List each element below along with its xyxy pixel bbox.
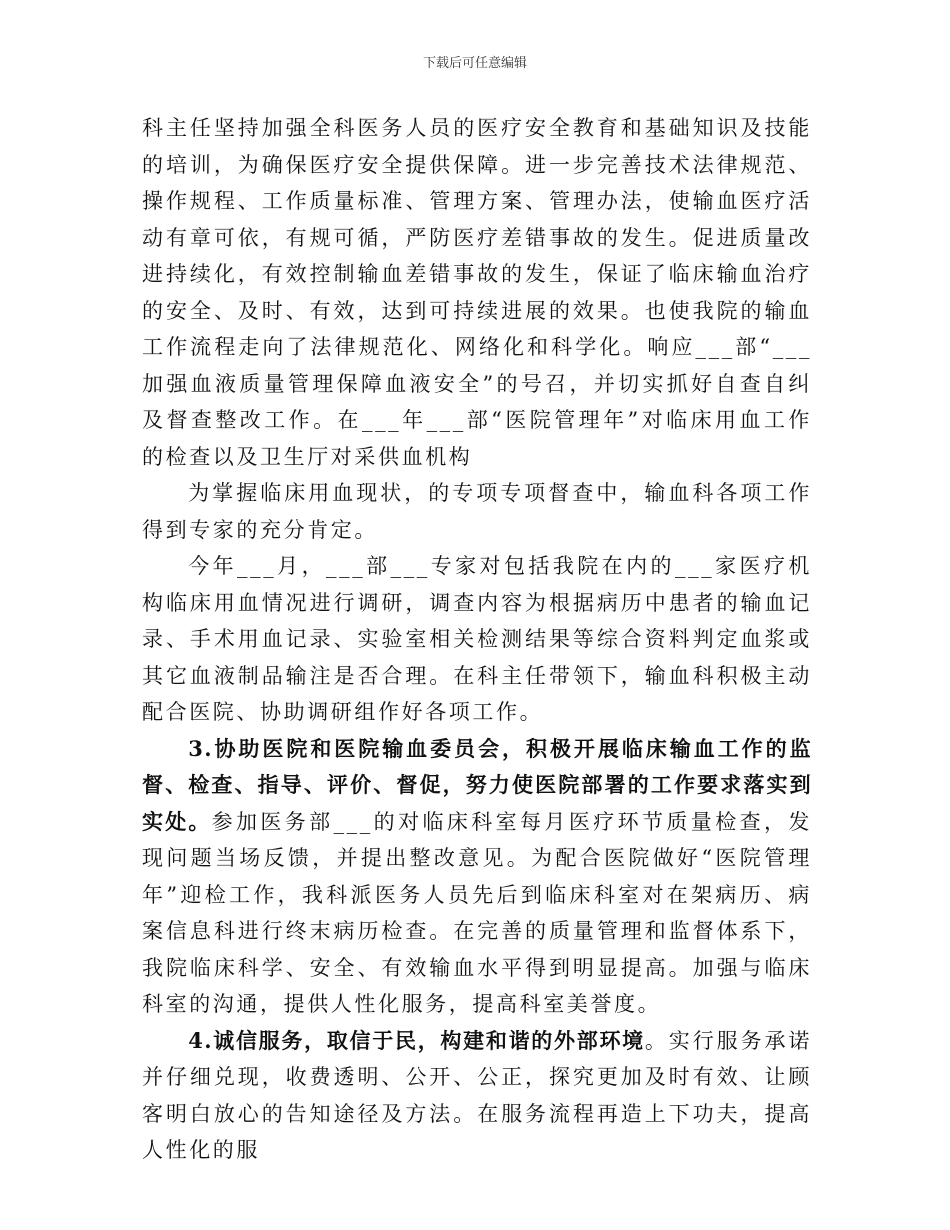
page-header: 下载后可任意编辑 <box>422 56 527 71</box>
paragraph-4 <box>142 731 812 1023</box>
paragraph-2: 为掌握临床用血现状，的专项专项督查中，输血科各项工作得到专家的充分肯定。 <box>142 481 812 542</box>
section-heading-3: 3.协助医院和医院输血委员会，积极开展临床输血工作的监督、检查、指导、评价、督促，努力使医院部署的工作要求落实到实处。 <box>142 735 812 834</box>
paragraph-1: 科主任坚持加强全科医务人员的医疗安全教育和基础知识及技能的培训，为确保医疗安全提供保障。进一步完善技术法律规范、操作规程、工作质量标准、管理方案、管理办法，使输血医疗活动有章可依，有规可循，严防医疗差错事故的发生。促进质量改进持续化，有效控制输血差错事故的发生，保证了临床输血治疗的安全、及时、有效，达到可持续进展的效果。也使我院的输血工作流程走向了法律规范化、网络化和科学化。响应___部“___加强血液质量管理保障血液安全”的号召，并切实抓好自查自纠及督查整改工作。在___年___部“医院管理年”对临床用血工作的检查以及卫生厅对采供血机构 <box>142 116 812 469</box>
paragraph-5 <box>142 1023 812 1169</box>
document-body <box>142 110 812 1169</box>
paragraph-3: 今年___月，___部___专家对包括我院在内的___家医疗机构临床用血情况进行调研，调查内容为根据病历中患者的输血记录、手术用血记录、实验室相关检测结果等综合资料判定血浆或其它血液制品输注是否合理。在科主任带领下，输血科积极主动配合医院、协助调研组作好各项工作。 <box>142 554 812 724</box>
paragraph-4-body: 参加医务部___的对临床科室每月医疗环节质量检查，发现问题当场反馈，并提出整改意见。为配合医院做好“医院管理年”迎检工作，我科派医务人员先后到临床科室对在架病历、病案信息科进行终末病历检查。在完善的质量管理和监督体系下，我院临床科学、安全、有效输血水平得到明显提高。加强与临床科室的沟通，提供人性化服务，提高科室美誉度。 <box>142 809 812 1016</box>
paragraph-5-body: 。实行服务承诺并仔细兑现，收费透明、公开、公正，探究更加及时有效、让顾客明白放心的告知途径及方法。在服务流程再造上下功夫，提高人性化的服 <box>142 1028 813 1162</box>
section-heading-4: 4.诚信服务，取信于民，构建和谐的外部环境 <box>188 1027 645 1053</box>
